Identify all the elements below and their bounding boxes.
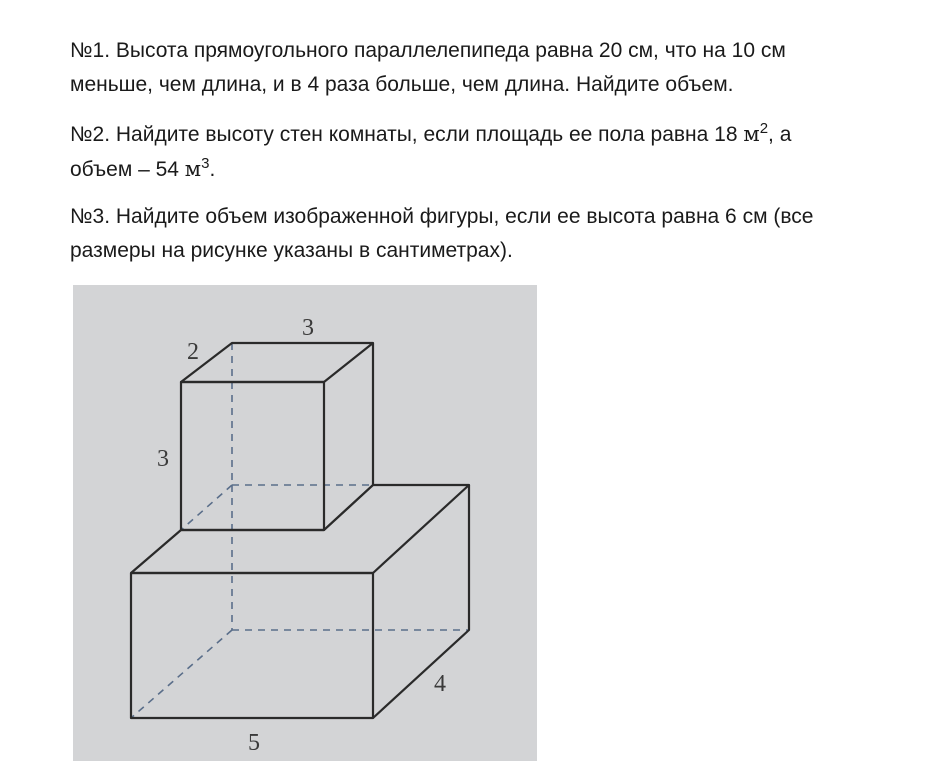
problem-2-line-1 xyxy=(70,117,930,152)
area-unit-exponent: 2 xyxy=(759,120,769,137)
label-base-length: 5 xyxy=(248,730,260,756)
problem-2-text xyxy=(70,117,930,187)
base-front-face xyxy=(131,573,373,718)
problem-2-line-2-tail: . xyxy=(209,158,216,181)
problem-2-line-1-tail: , а xyxy=(768,123,792,146)
problem-3-text xyxy=(70,200,930,268)
top-box-front-face xyxy=(181,382,324,530)
problem-2-line-2 xyxy=(70,152,930,187)
problem-2-line-2-text: объем – 54 xyxy=(70,158,185,181)
volume-unit: м xyxy=(184,157,202,181)
problem-3-line-1: №3. Найдите объем изображенной фигуры, если ее высота равна 6 см (все xyxy=(70,205,814,228)
volume-unit-exponent: 3 xyxy=(201,155,210,172)
hidden-edge-top-depth xyxy=(181,485,232,530)
top-box-right-face xyxy=(324,343,373,530)
visible-edges xyxy=(131,343,469,718)
problem-1-text xyxy=(70,34,930,102)
label-top-depth: 2 xyxy=(187,339,199,365)
label-base-depth: 4 xyxy=(434,671,446,697)
figure-photo xyxy=(73,285,537,761)
problem-2-line-1-text: №2. Найдите высоту стен комнаты, если площадь ее пола равна 18 xyxy=(70,123,744,146)
problem-1-line-2: меньше, чем длина, и в 4 раза больше, чем длина. Найдите объем. xyxy=(70,73,734,96)
problem-1-line-1: №1. Высота прямоугольного параллелепипеда равна 20 см, что на 10 см xyxy=(70,39,786,62)
area-unit: м xyxy=(743,122,760,146)
top-box-top-face xyxy=(181,343,373,382)
hidden-edge-base-depth xyxy=(131,630,232,718)
problem-3-line-2: размеры на рисунке указаны в сантиметрах). xyxy=(70,239,513,262)
label-top-width: 3 xyxy=(302,315,314,341)
label-top-height: 3 xyxy=(157,446,169,472)
base-right-face xyxy=(373,485,469,718)
stepped-solid-drawing xyxy=(73,285,537,761)
